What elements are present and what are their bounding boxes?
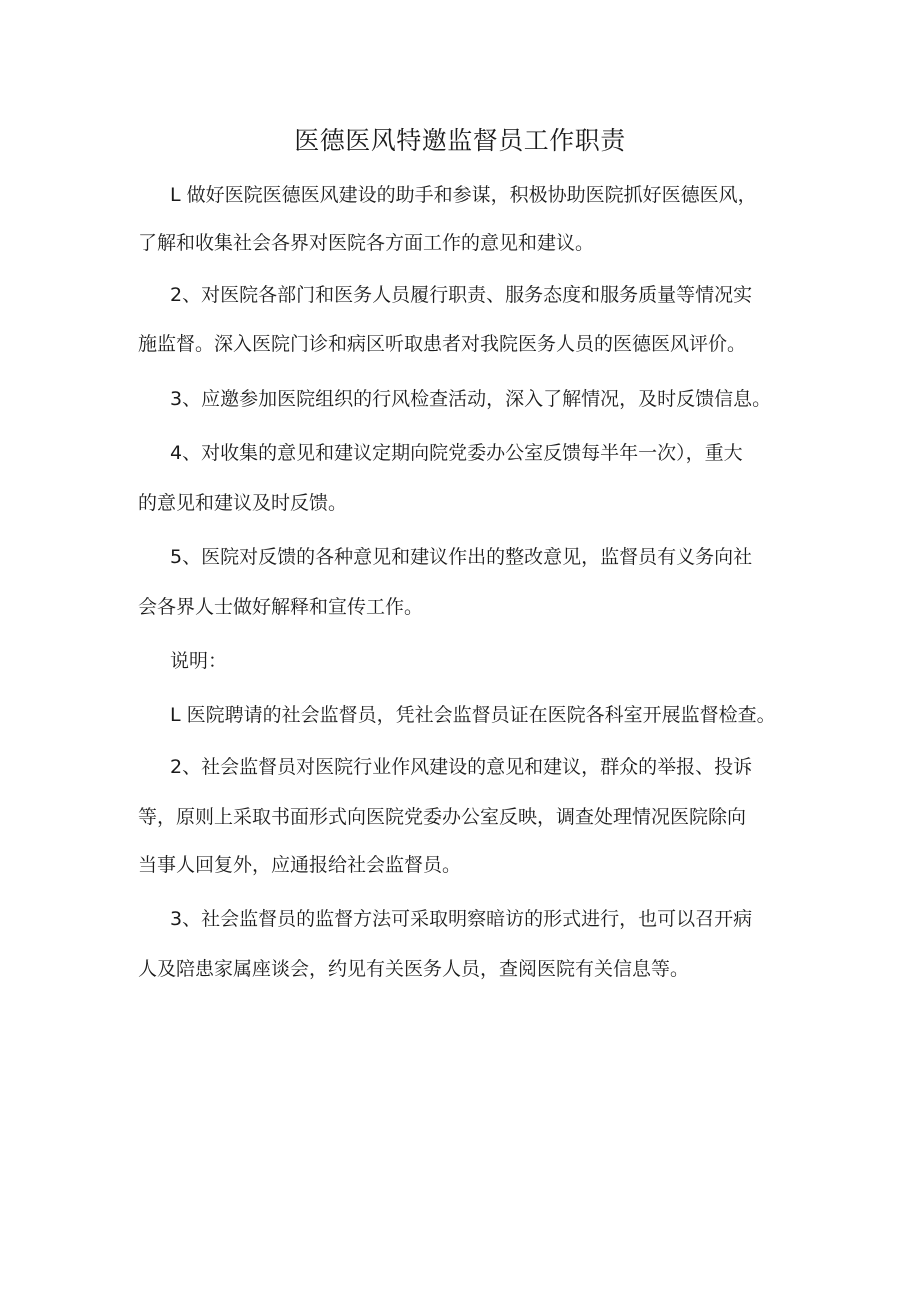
paragraph-line: 2、对医院各部门和医务人员履行职责、服务态度和服务质量等情况实 [170,284,753,306]
paragraph-line: 人及陪患家属座谈会，约见有关医务人员，查阅医院有关信息等。 [138,958,690,980]
paragraph-line: 2、社会监督员对医院行业作风建设的意见和建议，群众的举报、投诉 [170,756,753,778]
document-title: 医德医风特邀监督员工作职责 [294,126,626,155]
paragraph-line: 3、社会监督员的监督方法可采取明察暗访的形式进行，也可以召开病 [170,908,753,930]
paragraph-line: L 医院聘请的社会监督员，凭社会监督员证在医院各科室开展监督检查。 [170,704,776,726]
paragraph-line: 5、医院对反馈的各种意见和建议作出的整改意见，监督员有义务向社 [170,546,753,568]
paragraph-line: 的意见和建议及时反馈。 [138,492,348,514]
paragraph-line: 3、应邀参加医院组织的行风检查活动，深入了解情况，及时反馈信息。 [170,388,772,410]
paragraph-line: 当事人回复外，应通报给社会监督员。 [138,854,462,876]
paragraph-line: 会各界人士做好解释和宣传工作。 [138,596,424,618]
paragraph-line: 了解和收集社会各界对医院各方面工作的意见和建议。 [138,232,595,254]
paragraph-line: L 做好医院医德医风建设的助手和参谋，积极协助医院抓好医德医风， [170,184,757,206]
paragraph-line: 4、对收集的意见和建议定期向院党委办公室反馈每半年一次），重大 [170,442,743,464]
paragraph-line: 施监督。深入医院门诊和病区听取患者对我院医务人员的医德医风评价。 [138,333,747,355]
paragraph-line: 等，原则上采取书面形式向医院党委办公室反映，调查处理情况医院除向 [138,806,747,828]
notes-heading: 说明： [170,650,228,672]
